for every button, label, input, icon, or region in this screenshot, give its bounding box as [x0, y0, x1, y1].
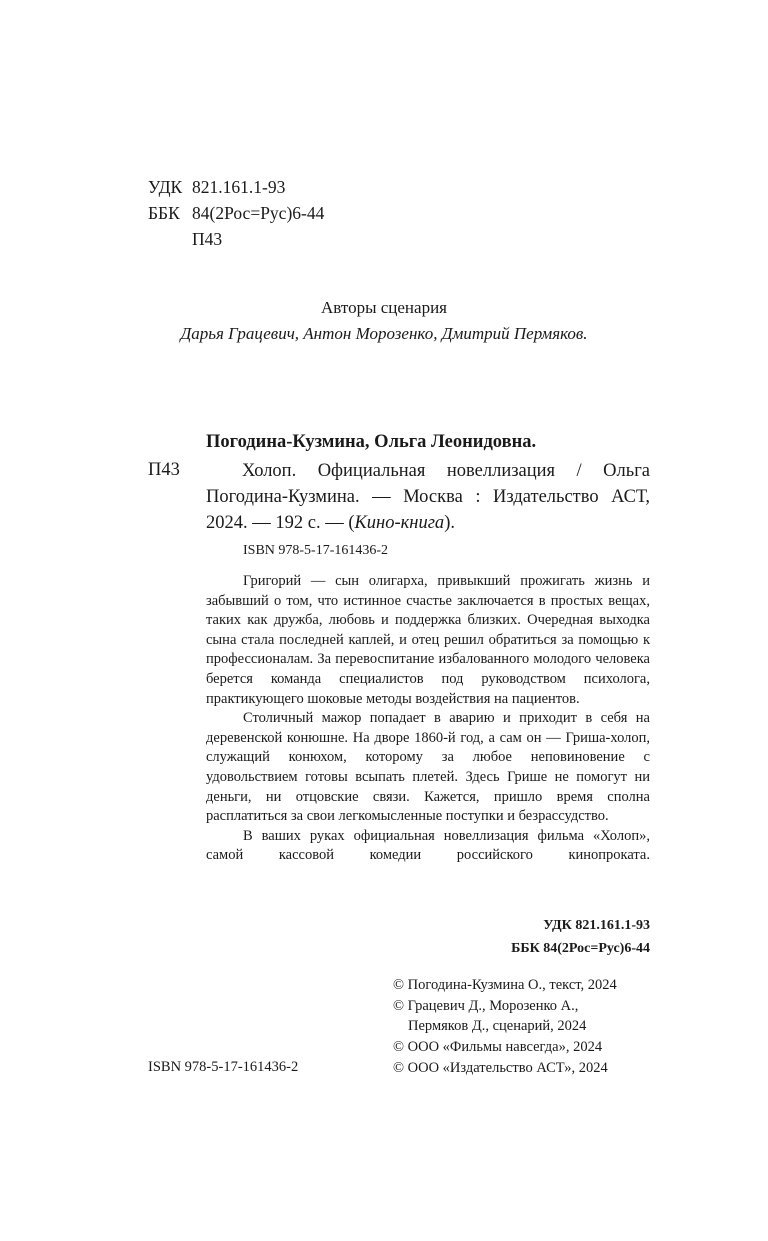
- bib-record-main: Холоп. Официальная новеллизация / Ольга Погодина-Кузмина. — Москва : Издательство АСТ, 2024. — 192 с. — (: [206, 461, 650, 533]
- bbk-value: 84(2Рос=Рус)6-44: [192, 203, 325, 223]
- bib-record: [206, 458, 650, 536]
- annotation-paragraph: В ваших руках официальная новеллизация фильма «Холоп», самой кассовой комедии российского кинопроката.: [206, 827, 650, 864]
- copyright-block: [393, 975, 617, 1079]
- copyright-line: © Погодина-Кузмина О., текст, 2024: [393, 977, 617, 993]
- copyright-line: © ООО «Фильмы навсегда», 2024: [393, 1039, 603, 1056]
- copyright-line: © ООО «Издательство АСТ», 2024: [393, 1059, 608, 1076]
- author-mark: П43: [192, 229, 223, 249]
- bottom-udk: УДК 821.161.1-93: [543, 918, 650, 933]
- screenplay-names: Дарья Грацевич, Антон Морозенко, Дмитрий Пермяков.: [180, 324, 588, 343]
- bbk-label: ББК: [148, 203, 180, 223]
- copyright-line: Пермяков Д., сценарий, 2024: [408, 1018, 587, 1035]
- udk-label: УДК: [148, 177, 183, 197]
- copyright-line: © Грацевич Д., Морозенко А.,: [393, 997, 579, 1014]
- isbn-bottom: ISBN 978-5-17-161436-2: [148, 1059, 299, 1075]
- bottom-bbk: ББК 84(2Рос=Рус)6-44: [511, 941, 650, 956]
- bib-author-mark: П43: [148, 460, 180, 480]
- classification-block: [148, 174, 324, 252]
- bib-isbn: ISBN 978-5-17-161436-2: [243, 543, 389, 558]
- annotation-paragraph: Столичный мажор попадает в аварию и приходит в себя на деревенской конюшне. На дворе 1860-й год, а сам он — Гриша-холоп, служащий конюхом, которому за любое неповиновение с удовольствием готовы всыпать плетей. Здесь Грише не помогут ни деньги, ни отцовские связи. Кажется, пришло время сполна расплатиться за свои легкомысленные поступки и безрассудство.: [206, 710, 650, 825]
- annotation: [206, 572, 650, 866]
- annotation-paragraph: Григорий — сын олигарха, привыкший прожигать жизнь и забывший о том, что истинное счастье заключается в простых вещах, таких как дружба, любовь и поддержка близких. Очередная выходка сына стала последней каплей, и отец решил обратиться за помощью к профессионалам. За перевоспитание избалованного молодого человека берется команда специалистов под руководством психолога, практикующего шоковые методы воздействия на пациентов.: [206, 573, 650, 707]
- udk-value: 821.161.1-93: [192, 177, 286, 197]
- screenplay-heading: Авторы сценария: [320, 298, 447, 317]
- bib-record-end: ).: [444, 513, 455, 533]
- bottom-codes: [470, 914, 650, 960]
- screenplay-authors: [100, 295, 668, 347]
- bib-author-heading: Погодина-Кузмина, Ольга Леонидовна.: [206, 432, 537, 452]
- bbk-line: [148, 200, 324, 226]
- udk-line: [148, 174, 324, 200]
- bib-series: Кино-книга: [354, 513, 445, 533]
